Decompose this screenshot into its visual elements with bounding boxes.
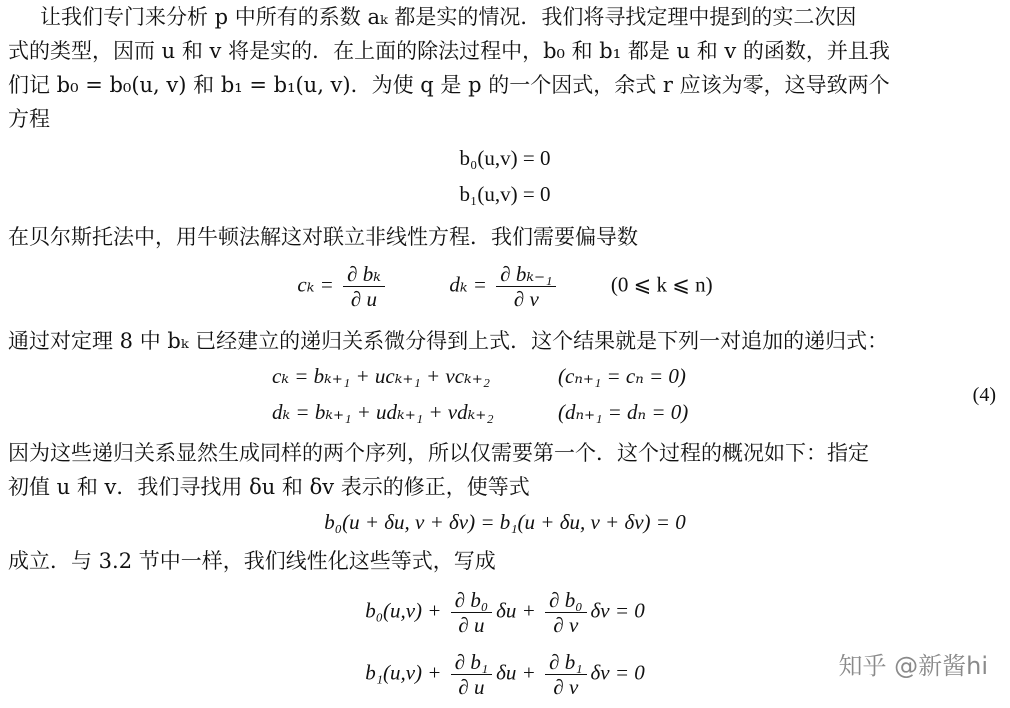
partial-derivatives [0, 262, 1010, 311]
linearized-equation-1 [0, 588, 1010, 637]
fraction-d [496, 262, 556, 311]
paragraph-4-line-1: 因为这些递归关系显然生成同样的两个序列，所以仅需要第一个．这个过程的概况如下：指定 [8, 441, 869, 465]
paragraph-4-line-2: 初值 u 和 v．我们寻找用 δu 和 δv 表示的修正，使等式 [8, 475, 530, 499]
fraction-c-denominator: ∂ u [350, 287, 378, 311]
lin1-lhs: b₀(u,v) + [365, 598, 442, 623]
lin2-fraction-v-denominator: ∂ v [553, 675, 579, 699]
recursion-c: cₖ = bₖ₊₁ + ucₖ₊₁ + vcₖ₊₂ [272, 364, 491, 388]
lin1-fraction-v-numerator: ∂ b₀ [545, 588, 586, 613]
watermark: 知乎 @新酱hi [838, 652, 988, 680]
paragraph-2: 在贝尔斯托法中，用牛顿法解这对联立非线性方程．我们需要偏导数 [8, 225, 638, 249]
partial-d-lhs: dₖ = [449, 272, 487, 297]
lin1-fraction-v [545, 588, 586, 637]
newton-condition: b₀(u + δu, v + δv) = b₁(u + δu, v + δv) = 0 [324, 510, 686, 534]
fraction-d-denominator: ∂ v [513, 287, 539, 311]
partial-c-lhs: cₖ = [297, 272, 334, 297]
lin2-fraction-u-denominator: ∂ u [458, 675, 485, 699]
lin2-end: δv = 0 [590, 660, 645, 685]
paragraph-1-line-2: 式的类型，因而 u 和 v 将是实的．在上面的除法过程中，b₀ 和 b₁ 都是 u 和 v 的函数，并且我 [8, 39, 890, 63]
lin1-fraction-v-denominator: ∂ v [553, 613, 579, 637]
recursion-d: dₖ = bₖ₊₁ + udₖ₊₁ + vdₖ₊₂ [272, 400, 494, 424]
lin2-fraction-v [545, 650, 586, 699]
paragraph-3: 通过对定理 8 中 bₖ 已经建立的递归关系微分得到上式．这个结果就是下列一对追加的递归式： [8, 329, 889, 353]
lin1-fraction-u [451, 588, 492, 637]
lin1-fraction-u-numerator: ∂ b₀ [451, 588, 492, 613]
lin2-fraction-u-numerator: ∂ b₁ [451, 650, 492, 675]
paragraph-5: 成立．与 3.2 节中一样，我们线性化这些等式，写成 [8, 549, 496, 573]
paragraph-1-line-4: 方程 [8, 107, 50, 131]
equation-b0: b₀(u,v) = 0 [459, 146, 551, 170]
fraction-c [343, 262, 385, 311]
paragraph-1-line-3: 们记 b₀ = b₀(u, v) 和 b₁ = b₁(u, v)．为使 q 是 p 的一个因式，余式 r 应该为零，这导致两个 [8, 73, 890, 97]
equation-b1: b₁(u,v) = 0 [459, 182, 551, 206]
lin1-middle: δu + [496, 598, 536, 623]
lin2-fraction-v-numerator: ∂ b₁ [545, 650, 586, 675]
lin2-fraction-u [451, 650, 492, 699]
paragraph-1-line-1: 让我们专门来分析 p 中所有的系数 aₖ 都是实的情况．我们将寻找定理中提到的实二次因 [40, 5, 857, 29]
lin2-lhs: b₁(u,v) + [365, 660, 442, 685]
lin2-middle: δu + [496, 660, 536, 685]
fraction-c-numerator: ∂ bₖ [343, 262, 385, 287]
lin1-fraction-u-denominator: ∂ u [458, 613, 485, 637]
recursion-d-condition: (dₙ₊₁ = dₙ = 0) [558, 400, 689, 424]
lin1-end: δv = 0 [590, 598, 645, 623]
recursion-c-condition: (cₙ₊₁ = cₙ = 0) [558, 364, 686, 388]
fraction-d-numerator: ∂ bₖ₋₁ [496, 262, 556, 287]
equation-number: (4) [972, 384, 996, 406]
partial-range: (0 ⩽ k ⩽ n) [610, 272, 713, 297]
